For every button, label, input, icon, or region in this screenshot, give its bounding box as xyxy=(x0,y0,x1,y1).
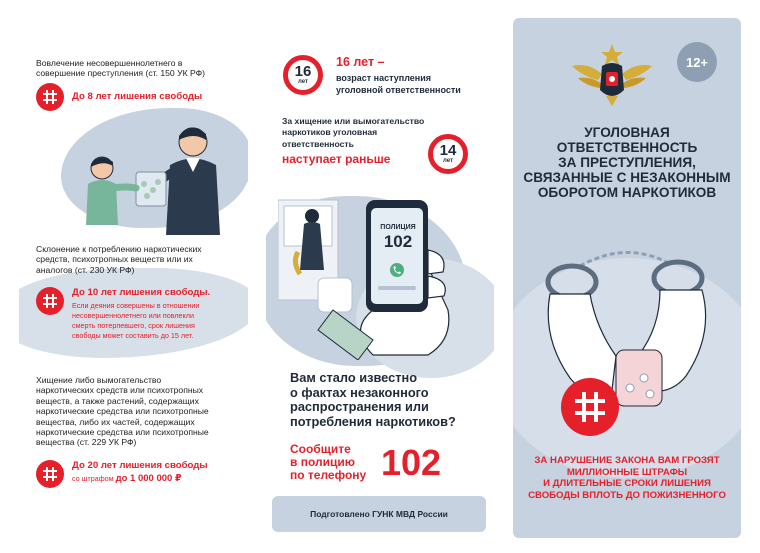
bars-hash-icon xyxy=(36,460,64,488)
age-14-description xyxy=(282,116,424,150)
footer-credit: Подготовлено ГУНК МВД России xyxy=(272,496,486,532)
text-line: возраст наступления xyxy=(336,73,432,83)
text-line: аналогов (ст. 230 УК РФ) xyxy=(36,264,135,275)
text-line: веществ, а также растений, содержащих xyxy=(36,395,199,406)
title-line: СВЯЗАННЫЕ С НЕЗАКОННЫМ xyxy=(523,170,731,185)
age-16-sign xyxy=(283,55,323,95)
bars-hash-icon xyxy=(36,83,64,111)
handcuffed-hands-illustration xyxy=(520,238,734,448)
text-line: Сообщите xyxy=(290,442,351,456)
police-phone-number: 102 xyxy=(381,442,442,483)
title-line: ЗА ПРЕСТУПЛЕНИЯ, xyxy=(558,155,696,170)
handcuffs-icon xyxy=(548,266,596,298)
age-14-sign xyxy=(428,134,468,174)
text-line: наркотические средства или психотропные xyxy=(36,427,209,438)
offense-230-text xyxy=(36,244,202,275)
age-number: 16 xyxy=(294,62,312,80)
text-line: уголовной ответственности xyxy=(336,85,461,95)
text-line: Склонение к потреблению наркотических xyxy=(36,244,202,254)
penalty-block xyxy=(72,460,208,484)
text-line: средств, психотропных веществ или их xyxy=(36,254,193,265)
phone-call-illustration xyxy=(278,190,488,360)
text-line: потребления наркотиков? xyxy=(290,413,456,429)
penalty-note xyxy=(72,301,210,341)
mvd-eagle-emblem-icon xyxy=(568,40,656,110)
offense-229-text xyxy=(36,375,209,448)
text-line: несовершеннолетнего или повлекли xyxy=(72,311,194,320)
bars-hash-icon xyxy=(561,378,619,436)
penalty-150 xyxy=(36,83,202,111)
text-line: распространения или xyxy=(290,399,429,415)
text-line: наркотические средства или психотропные xyxy=(36,406,209,417)
text-line: вещества, либо их частей, содержащих xyxy=(36,416,195,427)
phone-screen-label: ПОЛИЦИЯ xyxy=(380,224,416,231)
age-rating-badge: 12+ xyxy=(677,42,717,82)
text-line: наркотических средств или психотропных xyxy=(36,385,204,396)
fine-prefix: со штрафом xyxy=(72,474,114,483)
text-line: о фактах незаконного xyxy=(290,384,429,400)
adult-child-illustration xyxy=(78,120,238,235)
title-line: ОТВЕТСТВЕННОСТЬ xyxy=(556,140,698,155)
text-line: смерть потерпевшего, срок лишения xyxy=(72,321,195,330)
penalty-text: До 8 лет лишения свободы xyxy=(72,91,203,102)
penalty-text: До 10 лет лишения свободы. xyxy=(72,287,211,298)
warning-line: ЗА НАРУШЕНИЕ ЗАКОНА ВАМ ГРОЗЯТ xyxy=(534,455,720,466)
age-number: 14 xyxy=(439,141,457,159)
age-16-title: 16 лет – xyxy=(336,55,385,69)
phone-icon xyxy=(390,263,404,277)
penalty-230 xyxy=(36,287,210,341)
age-unit: лет xyxy=(443,157,453,164)
penalty-warning xyxy=(521,455,733,501)
text-line: совершение преступления (ст. 150 УК РФ) xyxy=(36,68,205,79)
main-title xyxy=(521,125,733,200)
penalty-229 xyxy=(36,460,208,488)
text-line: по телефону xyxy=(290,468,367,482)
penalty-text: До 20 лет лишения свободы xyxy=(72,460,208,471)
age-16-description xyxy=(336,72,461,96)
warning-line: СВОБОДЫ ВПЛОТЬ ДО ПОЖИЗНЕННОГО xyxy=(528,489,726,501)
text-line: Вам стало известно xyxy=(290,370,418,385)
text-line: свободы может составить до 15 лет. xyxy=(72,331,194,340)
title-line: УГОЛОВНАЯ xyxy=(584,125,670,140)
text-line: Если деяния совершены в отношении xyxy=(72,301,200,310)
warning-line: МИЛЛИОННЫЕ ШТРАФЫ xyxy=(566,466,688,478)
text-line: ответственность xyxy=(282,138,354,149)
report-instruction xyxy=(290,443,366,482)
text-line: в полицию xyxy=(290,455,355,469)
phone-screen-number: 102 xyxy=(383,232,413,251)
fine-amount: до 1 000 000 ₽ xyxy=(115,473,182,484)
text-line: вещества (ст. 229 УК РФ) xyxy=(36,437,137,448)
age-14-emphasis: наступает раньше xyxy=(282,152,391,166)
title-line: ОБОРОТОМ НАРКОТИКОВ xyxy=(537,185,717,200)
age-unit: лет xyxy=(298,78,308,85)
text-line: Хищение либо вымогательство xyxy=(36,375,162,385)
penalty-block xyxy=(72,287,210,341)
report-question xyxy=(290,371,456,429)
offense-150-text xyxy=(36,58,205,79)
bars-hash-icon xyxy=(36,287,64,315)
fine-line xyxy=(72,474,208,484)
text-line: За хищение или вымогательство xyxy=(282,116,425,126)
text-line: наркотиков уголовная xyxy=(282,127,378,138)
text-line: Вовлечение несовершеннолетнего в xyxy=(36,58,183,68)
warning-line: И ДЛИТЕЛЬНЫЕ СРОКИ ЛИШЕНИЯ xyxy=(543,478,711,490)
